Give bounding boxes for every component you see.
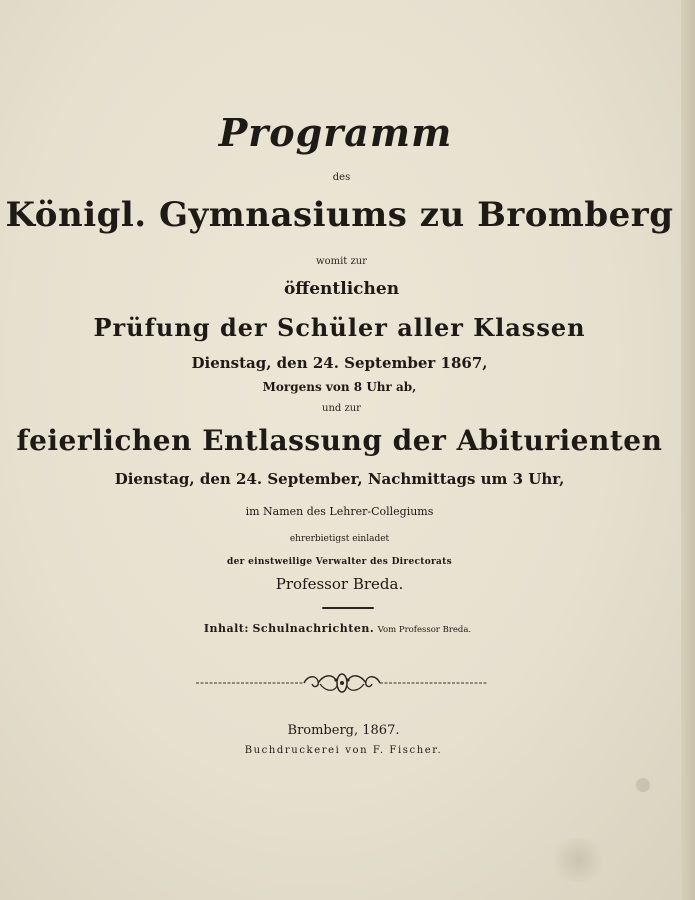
examination-heading: Prüfung der Schüler aller Klassen [93,313,586,342]
on-behalf-line: im Namen des Lehrer-Collegiums [245,505,434,518]
graduation-heading: feierlichen Entlassung der Abiturienten [16,424,663,457]
exam-date: Dienstag, den 24. September 1867, [191,354,488,372]
show-through-text [0,230,683,245]
contents-author: Vom Professor Breda. [377,625,472,635]
ornament-divider-icon [196,670,488,696]
printer-line: Buchdruckerei von F. Fischer. [244,745,443,756]
contents-line [0,622,679,635]
invitation-line: ehrerbietigst einladet [289,534,390,544]
word-und-zur: und zur [322,403,361,414]
divider-rule [322,607,374,609]
contents-label: Inhalt: [203,622,249,635]
contents-title: Schulnachrichten. [252,622,375,635]
place-and-year: Bromberg, 1867. [287,723,400,738]
graduation-date: Dienstag, den 24. September, Nachmittags um 3 Uhr, [114,470,565,488]
paper-stain-small [636,778,650,792]
word-des: des [332,172,351,183]
word-womit-zur: womit zur [316,256,367,267]
word-oeffentlichen: öffentlichen [283,279,400,299]
exam-time: Morgens von 8 Uhr ab, [262,380,417,394]
document-title: Programm [218,110,453,155]
page-edge [681,0,695,900]
paper-stain [548,838,608,882]
administrator-line: der einstweilige Verwalter des Directorats [226,557,453,567]
school-name: Königl. Gymnasiums zu Bromberg [5,195,674,235]
professor-name: Professor Breda. [275,575,404,593]
